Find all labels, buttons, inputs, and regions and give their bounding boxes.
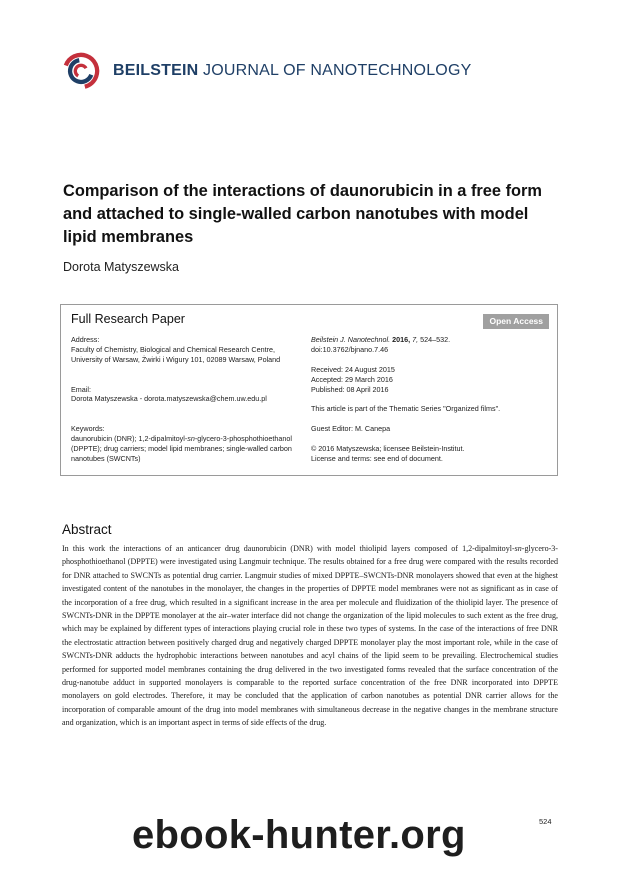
keywords-label: Keywords: bbox=[71, 424, 105, 434]
beilstein-logo-icon bbox=[62, 52, 100, 90]
email-link[interactable]: Dorota Matyszewska - dorota.matyszewska@chem.uw.edu.pl bbox=[71, 394, 267, 404]
keywords-line: daunorubicin (DNR); 1,2-dipalmitoyl-sn-glycero-3-phosphothioethanol bbox=[71, 434, 292, 443]
accepted-date: Accepted: 29 March 2016 bbox=[311, 374, 393, 384]
address-line: Faculty of Chemistry, Biological and Chemical Research Centre, bbox=[71, 344, 275, 354]
guest-editor: Guest Editor: M. Canepa bbox=[311, 424, 391, 434]
info-right-column bbox=[311, 335, 551, 464]
doi-link[interactable]: doi:10.3762/bjnano.7.46 bbox=[311, 344, 389, 354]
abstract-text: In this work the interactions of an anticancer drug daunorubicin (DNR) with model thiolipid layers composed of 1,2-dipalmitoyl-sn-glycero-3-phosphothioethanol (DPPTE) were investigated using Langmuir technique. The results obtained for a free drug were compared with the results recorded for DNR attached to SWCNTs as potential drug carrier. Langmuir studies of mixed DPPTE–SWCNTs-DNR monolayers showed that even at the highest investigated content of the nanotubes in the monolayer, the changes in the properties of DPPTE model membranes were not as significant as in case of the incorporation of a free drug, which resulted in a significant increase in the area per molecule and fluidization of the thiolipid layer. The presence of SWCNTs-DNR in the DPPTE monolayer at the air–water interface did not change the organization of the lipid molecules to such extent as the free drug, which may be explained by different types of interactions playing crucial role in these two types of systems. In the case of the interactions of free DNR the electrostatic attraction between positively charged drug and negatively charged DPPTE monolayer play the most important role, while in the case of SWCNTs-DNR adducts the hydrophobic interactions between nanotubes and acyl chains of the lipid seem to be prevailing. Electrochemical studies performed for supported model membranes containing the drug delivered in the two investigated forms revealed that the surface concentration of the drug-nanotube adduct in supported monolayers is comparable to the reported surface concentration of the free DNR incorporated into DPPTE monolayers on gold electrodes. Therefore, it may be concluded that the application of carbon nanotubes as potential DNR carrier allows for the incorporation of comparable amount of the drug into model membranes with simultaneous decrease in the negative changes in the membrane structure and organization, which is an important aspect in terms of side effects of the drug. bbox=[62, 544, 558, 728]
article-type: Full Research Paper bbox=[71, 312, 185, 326]
watermark-text: ebook-hunter.org bbox=[132, 813, 466, 857]
page-number: 524 bbox=[539, 817, 552, 826]
published-date: Published: 08 April 2016 bbox=[311, 384, 389, 394]
email-label: Email: bbox=[71, 384, 91, 394]
keywords-line: (DPPTE); drug carriers; model lipid membranes; single-walled carbon bbox=[71, 443, 292, 453]
citation: Beilstein J. Nanotechnol. 2016, 7, 524–532. bbox=[311, 335, 451, 344]
author-name: Dorota Matyszewska bbox=[63, 260, 180, 274]
thematic-series-link[interactable]: This article is part of the Thematic Series "Organized films". bbox=[311, 404, 501, 414]
info-left-column bbox=[71, 335, 296, 464]
address-label: Address: bbox=[71, 335, 100, 344]
article-info-box bbox=[60, 304, 558, 476]
journal-name-bold: BEILSTEIN bbox=[113, 62, 199, 79]
open-access-badge[interactable]: Open Access bbox=[483, 314, 549, 329]
abstract-heading: Abstract bbox=[62, 522, 112, 537]
journal-name bbox=[113, 62, 471, 80]
license-link[interactable]: License and terms: see end of document. bbox=[311, 453, 443, 463]
article-title: Comparison of the interactions of daunorubicin in a free form and attached to single-walled carbon nanotubes with model lipid membranes bbox=[63, 182, 543, 246]
copyright: © 2016 Matyszewska; licensee Beilstein-Institut. bbox=[311, 443, 465, 453]
keywords-line: nanotubes (SWCNTs) bbox=[71, 453, 141, 463]
address-line: University of Warsaw, Żwirki i Wigury 101, 02089 Warsaw, Poland bbox=[71, 354, 281, 364]
received-date: Received: 24 August 2015 bbox=[311, 364, 395, 374]
journal-name-rest: JOURNAL OF NANOTECHNOLOGY bbox=[203, 62, 472, 79]
